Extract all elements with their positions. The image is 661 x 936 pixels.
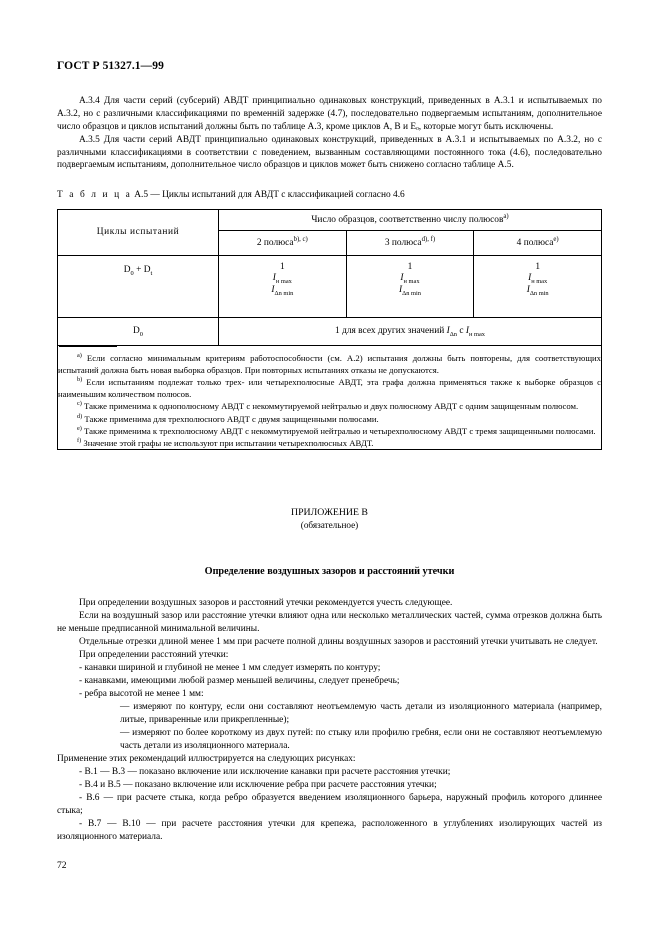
table-header-row-1 [58,209,602,230]
appendix-heading: ПРИЛОЖЕНИЕ В [291,507,368,519]
header-2-poles-mark: b), c) [293,235,308,243]
page-number: 72 [57,860,67,871]
table-footnotes-row [58,345,602,449]
appendix-paragraph-1: При определении воздушных зазоров и расстояний утечки рекомендуется учесть следующее. [79,598,453,609]
table-footnotes [58,345,602,449]
table-caption-text: — Циклы испытаний для АВДТ с классификацией согласно 4.6 [150,190,405,201]
row-label-d-sub1: 0 [139,331,143,339]
appendix-title: Определение воздушных зазоров и расстояний утечки [204,566,455,578]
header-cell-span [219,209,602,230]
header-span-mark: a) [503,212,509,220]
footnote-separator [59,346,117,347]
footnote-d: $^{d)}$ Также применима для трехполюсного АВДТ с двумя защищенными полюсами. [77,412,379,424]
list-item: - канавками, имеющими любой размер меньшей величины, следует пренебречь; [79,676,400,687]
cell-count: 1 [279,261,285,272]
header-3-poles-label: 3 полюса [384,237,422,248]
row-label-d0-dt [58,255,219,317]
list-item: — измеряют по более короткому из двух путей: по стыку или профилю гребня, если они не составляют неотъемлемую часть детали из изоляционного материала. [120,727,602,751]
clause-a-3-5: A.3.5 Для части серий АВДТ принципиально одинаковых конструкций, приведенных в А.3.1 и испытываемых по А.3.2, но с различными классификациями в соответствии с поведением, вызванным составляющими постоянного тока (4.6), последовательно подвергаемым испытаниям, дополнительное число образцов и циклов может быть снижено согласно таблице А.5. [57,134,602,171]
list-item: - канавки шириной и глубиной не менее 1 мм следует измерять по контуру; [79,663,381,674]
header-cell-2-poles [219,230,347,255]
row-label-d0 [58,317,219,345]
cell-symbol-inmax: $I_{н max}$ [272,273,292,286]
cell-symbol-idnmin: $I_{\Delta n min}$ [399,285,421,298]
appendix-body [57,597,602,843]
header-2-poles-label: 2 полюса [256,237,294,248]
header-3-poles-mark: d), f) [421,235,436,243]
list-item: - В.4 и В.5 — показано включение или исключение ребра при расчете расстояния утечки; [79,779,437,790]
running-head: ГОСТ Р 51327.1—99 [57,60,164,72]
cell-symbol-inmax: $I_{н max}$ [400,273,420,286]
row-label-d-main: D [133,326,140,337]
row-label-d-sub2: t [150,269,153,277]
cell-symbol-idnmin: $I_{\Delta n min}$ [271,285,294,298]
list-item: - ребра высотой не менее 1 мм: [79,689,204,700]
appendix-paragraph-4: При определении расстояний утечки: [79,650,229,661]
appendix-subheading: (обязательное) [300,520,359,531]
header-4-poles-label: 4 полюса [516,237,554,248]
header-cell-3-poles [346,230,474,255]
header-4-poles-mark: e) [553,235,559,243]
cell-count: 1 [407,261,413,272]
list-item: - В.1 — В.3 — показано включение или исключение канавки при расчете расстояния утечки; [79,766,451,777]
cell-symbol-inmax: $I_{н max}$ [528,273,548,286]
row-label-d-main: D [123,264,131,275]
row-label-d-plus: + D [133,264,151,275]
table-caption [57,189,602,201]
header-cell-cycles [58,209,219,255]
footnote-a: $^{a)}$ Если согласно минимальным критериям работоспособности (см. А.2) испытания должны быть повторены, для соответствующих испытаний должна быть новая выборка образцов. При повторных испытаниях отказы не допускаются. [58,351,601,375]
table-row [58,255,602,317]
table-caption-prefix: Т а б л и ц а [57,190,132,201]
table-a5 [57,209,602,450]
list-item: - В.6 — при расчете стыка, когда ребро образуется введением изоляционного барьера, наружный профиль которого длиннее стыка; [57,792,602,816]
appendix-paragraph-2: Если на воздушный зазор или расстояние утечки влияют одна или несколько металлических частей, сумма отрезков должна быть не меньше предписанной минимальной величины. [57,611,602,635]
list-item: - В.7 — В.10 — при расчете расстояния утечки для крепежа, расположенного в углублениях изолирующих частей из изоляционного материала. [57,818,602,842]
cell-4-poles-values [474,255,602,317]
clause-a-3-4: A.3.4 Для части серий (субсерий) АВДТ принципиально одинаковых конструкций, приведенных в А.3.1 и испытываемых по А.3.2, но с различными классификациями по временній задержке (4.7), последовательно подвергаемым испытаниям, дополнительное число образцов и циклов испытаний должны быть по таблице А.3, кроме циклов А, В и Еₒ, которые могут быть исключены. [57,95,602,132]
list-item: — измеряют по контуру, если они составляют неотъемлемую часть детали из изоляционного материала (например, литые, приваренные или прикрепленные); [120,702,602,725]
cell-all-other-values: 1 для всех других значений $I_{\Delta n}$ с $I_{н max}$ [219,317,602,345]
cell-count: 1 [535,261,540,272]
header-span-label: Число образцов, соответственно числу полюсов [311,214,504,225]
footnote-f: $^{f)}$ Значение этой графы не используют при испытании четырехполюсных АВДТ. [77,436,374,448]
footnote-e: $^{e)}$ Также применима к трехполюсному АВДТ с некоммутируемой нейтралью и четырехполюсному АВДТ с тремя защищенными полюсами. [77,424,596,436]
header-cycles-label: Циклы испытаний [96,227,180,238]
cell-symbol-idnmin: $I_{\Delta n min}$ [526,285,549,298]
page-content [57,60,602,844]
table-row [58,317,602,345]
row-label-d-sub1: 0 [130,269,134,277]
figures-intro: Применение этих рекомендаций иллюстрируется на следующих рисунках: [57,753,356,764]
footnote-c: $^{c)}$ Также применима к однополюсному АВДТ с некоммутируемой нейтралью и двух полюсному АВДТ с одним защищенным полюсом. [77,400,579,412]
cell-2-poles-values [219,255,347,317]
footnote-b: $^{b)}$ Если испытаниям подлежат только трех- или четырехполюсные АВДТ, эта графа должна применяться также к выборке образцов с наименьшим количеством полюсов. [58,376,602,400]
appendix-paragraph-3: Отдельные отрезки длиной менее 1 мм при расчете полной длины воздушных зазоров и расстояний утечки учитывать не следует. [79,637,598,648]
cell-3-poles-values [346,255,474,317]
table-caption-number: А.5 [134,190,149,201]
header-cell-4-poles [474,230,602,255]
